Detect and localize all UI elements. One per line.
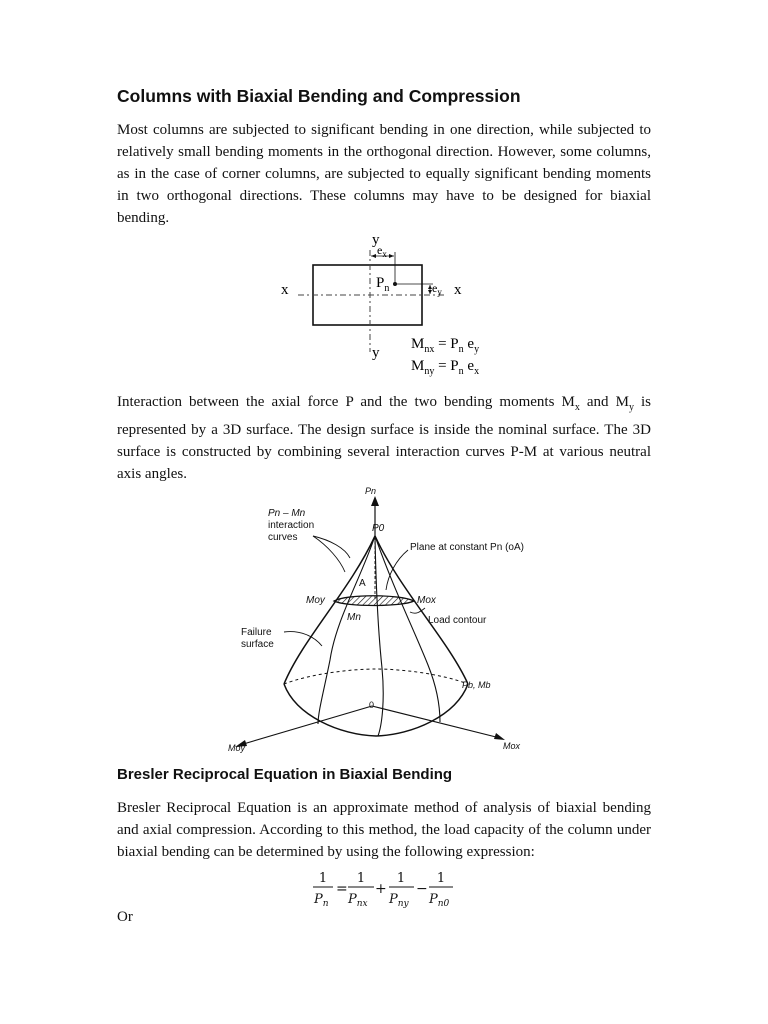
eq-den-1-base: P — [348, 892, 357, 907]
interaction-label-line1: Pn – Mn — [268, 508, 306, 519]
failure-label-line1: Failure — [241, 627, 272, 638]
eq-num-1: 1 — [356, 871, 366, 886]
origin-label: 0 — [369, 700, 375, 710]
para2-text-3: is represented by a 3D surface. The design surface is inside the nominal surface. The 3D surface is constructed by combining several interaction curves P-M at various neutral axis angles. — [117, 394, 652, 482]
y-top-label: y — [372, 232, 380, 248]
interaction-label-line3: curves — [268, 532, 298, 543]
mny-e-sub: x — [474, 366, 480, 377]
page-title: Columns with Biaxial Bending and Compression — [117, 86, 521, 106]
eq-den-3-base: P — [429, 892, 438, 907]
eq-num-3: 1 — [436, 871, 446, 886]
x-right-label: x — [454, 282, 462, 298]
mox-axis-label: Mox — [503, 741, 521, 751]
pb-mb-label: Pb, Mb — [462, 680, 491, 690]
x-left-label: x — [281, 282, 289, 298]
eq-plus: + — [375, 881, 387, 897]
eq-equals: = — [336, 881, 348, 897]
section-heading-bresler: Bresler Reciprocal Equation in Biaxial Bending — [117, 766, 453, 783]
ey-subscript: y — [437, 287, 442, 297]
mnx-p-sub: n — [458, 344, 464, 355]
failure-label-line2: surface — [241, 639, 274, 650]
mox-label: Mox — [417, 595, 436, 606]
mnx-e-sub: y — [474, 344, 480, 355]
eq-den-2-sub: ny — [397, 899, 409, 909]
load-contour-label: Load contour — [428, 615, 487, 626]
para2-text-1: Interaction between the axial force P and the two bending moments M — [117, 394, 575, 410]
eq-num-2: 1 — [396, 871, 406, 886]
mn-label: Mn — [347, 612, 361, 623]
mnx-m: M — [411, 336, 425, 352]
eq-num-0: 1 — [318, 871, 328, 886]
eq-den-3-sub: n0 — [437, 899, 450, 909]
para2-sub-y: y — [628, 402, 634, 413]
mny-m-sub: ny — [424, 366, 435, 377]
eq-den-0-base: P — [314, 892, 323, 907]
mny-p-sub: n — [458, 366, 464, 377]
eq-den-2-base: P — [389, 892, 398, 907]
para2-text-2: and M — [579, 394, 629, 410]
eq-minus: − — [416, 881, 428, 897]
y-bottom-label: y — [372, 345, 380, 361]
pn-base: P — [376, 275, 385, 291]
ex-base: e — [377, 243, 383, 257]
mny-eq: = P — [434, 358, 459, 374]
mny-m: M — [411, 358, 425, 374]
para2-sub-x: x — [574, 402, 580, 413]
mnx-e: e — [463, 336, 475, 352]
mnx-eq: = P — [434, 336, 459, 352]
intro-paragraph: Most columns are subjected to significant bending in one direction, while subjected to relatively small bending moments in the orthogonal direction. However, some columns, as in the case of corner columns, are subjected to equally significant bending moments in two orthogonal directions. These columns may have to be designed for biaxial bending. — [117, 122, 651, 226]
pn-subscript: n — [384, 283, 390, 294]
a-label: A — [359, 578, 366, 589]
interaction-label-line2: interaction — [268, 520, 315, 531]
or-text: Or — [117, 909, 133, 925]
ey-base: e — [432, 281, 438, 295]
eq-den-0-sub: n — [322, 899, 329, 909]
bresler-paragraph: Bresler Reciprocal Equation is an approximate method of analysis of biaxial bending and axial compression. According to this method, the load capacity of the column under biaxial bending can be determined by using the following expression: — [117, 800, 651, 860]
plane-label: Plane at constant Pn (oA) — [410, 542, 524, 553]
pn-axis-label: Pn — [365, 486, 377, 496]
p0-label: P0 — [372, 523, 385, 534]
moy-label: Moy — [306, 595, 325, 606]
ex-subscript: x — [382, 249, 387, 259]
moy-axis-label: Moy — [228, 743, 246, 753]
eq-den-1-sub: nx — [356, 899, 368, 909]
mnx-m-sub: nx — [424, 344, 435, 355]
mny-e: e — [463, 358, 475, 374]
